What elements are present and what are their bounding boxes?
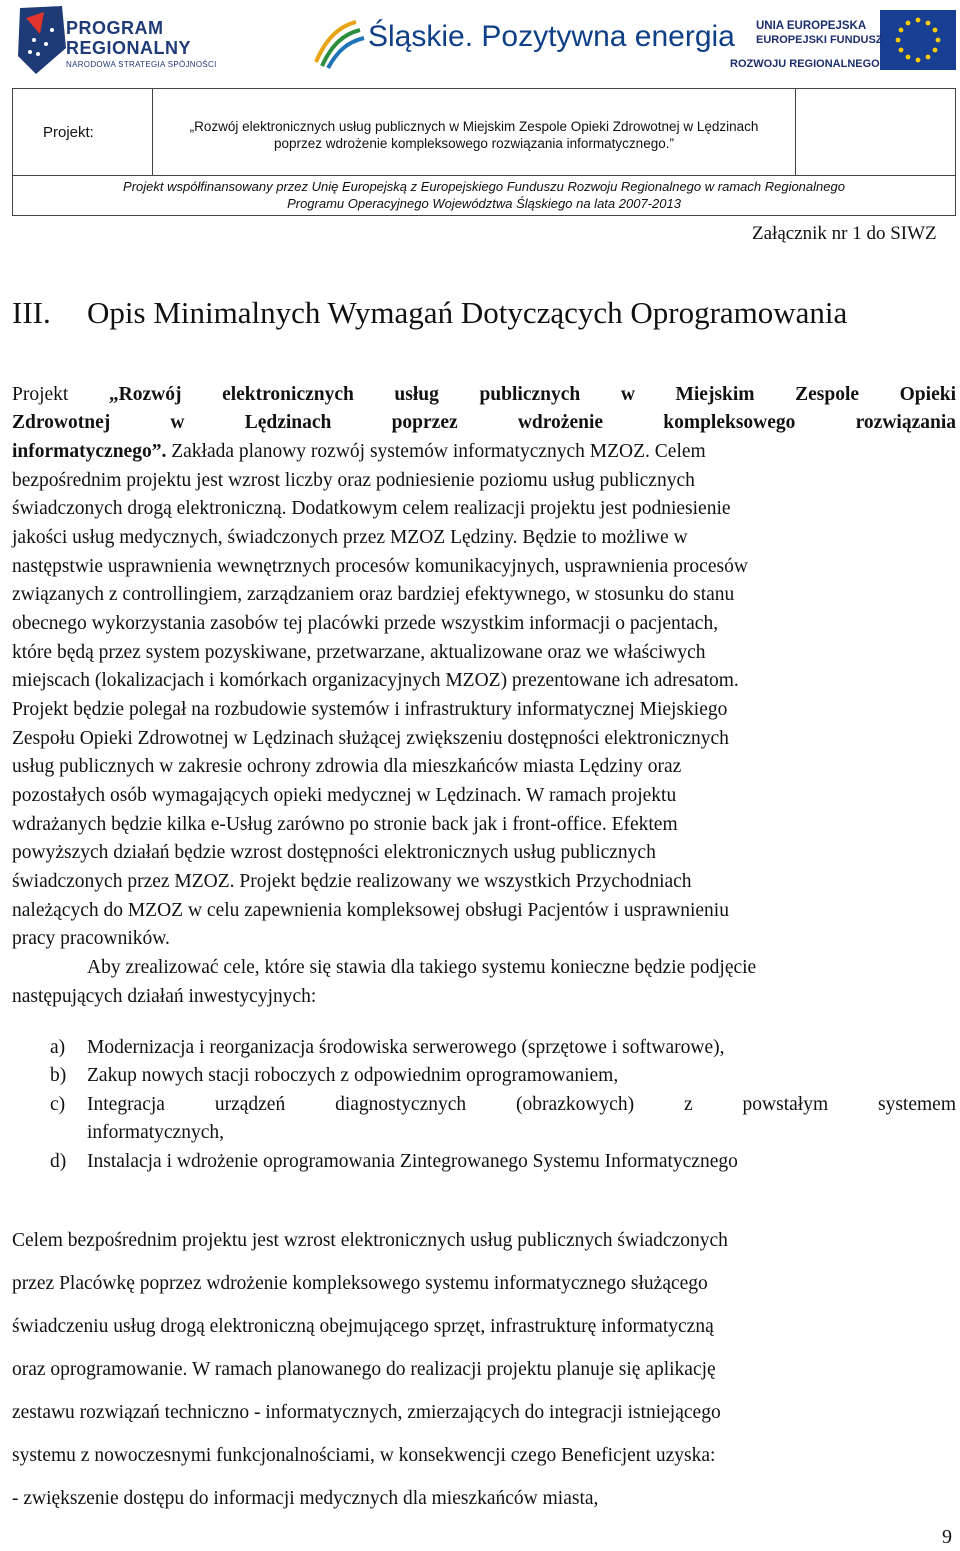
attachment-label: Załącznik nr 1 do SIWZ xyxy=(752,223,937,244)
paragraph-line: następujących działań inwestycyjnych: xyxy=(12,986,317,1007)
intro-line xyxy=(12,412,956,434)
intro-bold-title: „Rozwój elektronicznych usług publicznych w Miejskim Zespole Opieki xyxy=(108,384,956,405)
paragraph-line: systemu z nowoczesnymi funkcjonalnościami, w konsekwencji czego Beneficjent uzyska: xyxy=(12,1445,716,1466)
intro-prefix: Projekt xyxy=(12,384,109,405)
paragraph-line: Projekt będzie polegał na rozbudowie systemów i infrastruktury informatycznej Miejskiego xyxy=(12,699,728,720)
section-number: III. xyxy=(12,295,51,330)
paragraph-line: bezpośrednim projektu jest wzrost liczby oraz podniesienie poziomu usług publicznych xyxy=(12,470,695,491)
list-marker: c) xyxy=(50,1094,66,1115)
intro-bold-title: informatycznego”. xyxy=(12,441,167,462)
paragraph-line: powyższych działań będzie wzrost dostępności elektronicznych usług publicznych xyxy=(12,842,656,863)
intro-line xyxy=(12,384,956,406)
cofinancing-line1: Projekt współfinansowany przez Unię Europejską z Europejskiego Funduszu Rozwoju Regionalnego w ramach Regionalnego xyxy=(123,179,845,194)
list-item: Integracja urządzeń diagnostycznych (obrazkowych) z powstałym systemem xyxy=(87,1094,956,1115)
paragraph-line: Celem bezpośrednim projektu jest wzrost elektronicznych usług publicznych świadczonych xyxy=(12,1230,728,1251)
list-item: Modernizacja i reorganizacja środowiska serwerowego (sprzętowe i softwarowe), xyxy=(87,1037,725,1058)
eu-logo-line3: ROZWOJU REGIONALNEGO xyxy=(730,58,880,70)
list-item-continuation: informatycznych, xyxy=(87,1122,224,1143)
list-marker: a) xyxy=(50,1037,66,1058)
paragraph-line: zestawu rozwiązań techniczno - informatycznych, zmierzających do integracji istniejącego xyxy=(12,1402,721,1423)
paragraph-line: następstwie usprawnienia wewnętrznych procesów komunikacyjnych, usprawnienia procesów xyxy=(12,556,748,577)
logo-strip xyxy=(0,0,960,84)
paragraph-line: związanych z controllingiem, zarządzaniem oraz bardziej efektywnego, w stosunku do stanu xyxy=(12,584,735,605)
header-row-cofinancing xyxy=(13,175,955,215)
header-label-cell xyxy=(13,89,153,175)
intro-bold-title: Zdrowotnej w Lędzinach poprzez wdrożenie kompleksowego rozwiązania xyxy=(12,412,956,433)
project-header-table xyxy=(12,88,956,216)
cofinancing-line2: Programu Operacyjnego Województwa Śląskiego na lata 2007-2013 xyxy=(287,196,681,211)
paragraph-line: usług publicznych w zakresie ochrony zdrowia dla mieszkańców miasta Lędziny oraz xyxy=(12,756,682,777)
header-project-cell xyxy=(153,89,796,175)
paragraph-line: które będą przez system pozyskiwane, przetwarzane, aktualizowane oraz we właściwych xyxy=(12,642,706,663)
header-project-line1: „Rozwój elektronicznych usług publicznych w Miejskim Zespole Opieki Zdrowotnej w Lędzinach xyxy=(189,119,759,134)
paragraph-line: wdrażanych będzie kilka e-Usług zarówno po stronie back jak i front-office. Efektem xyxy=(12,814,678,835)
paragraph-line: świadczonych drogą elektroniczną. Dodatkowym celem realizacji projektu jest podniesienie xyxy=(12,498,731,519)
paragraph-line: obecnego wykorzystania zasobów tej placówki przede wszystkim informacji o pacjentach, xyxy=(12,613,719,634)
paragraph-line: świadczeniu usług drogą elektroniczną obejmującego sprzęt, infrastrukturę informatyczną xyxy=(12,1316,714,1337)
slaskie-slogan: Śląskie. Pozytywna energia xyxy=(368,20,735,53)
paragraph-line: świadczonych przez MZOZ. Projekt będzie realizowany we wszystkich Przychodniach xyxy=(12,871,692,892)
paragraph-line: przez Placówkę poprzez wdrożenie kompleksowego systemu informatycznego służącego xyxy=(12,1273,708,1294)
paragraph-line: miejscach (lokalizacjach i komórkach organizacyjnych MZOZ) prezentowane ich adresatom. xyxy=(12,670,739,691)
paragraph-line: pozostałych osób wymagających opieki medycznej w Lędzinach. W ramach projektu xyxy=(12,785,677,806)
program-regionalny-line3: NARODOWA STRATEGIA SPÓJNOŚCI xyxy=(66,60,217,69)
page-number: 9 xyxy=(942,1526,952,1548)
header-label: Projekt: xyxy=(43,124,94,141)
section-title: Opis Minimalnych Wymagań Dotyczących Oprogramowania xyxy=(87,295,848,330)
program-regionalny-line2: REGIONALNY xyxy=(66,38,192,58)
paragraph-line: - zwiększenie dostępu do informacji medycznych dla mieszkańców miasta, xyxy=(12,1488,599,1509)
paragraph-line: oraz oprogramowanie. W ramach planowanego do realizacji projektu planuje się aplikację xyxy=(12,1359,716,1380)
header-row-project xyxy=(13,89,955,176)
header-project-line2: poprzez wdrożenie kompleksowego rozwiązania informatycznego.” xyxy=(274,136,674,151)
intro-line xyxy=(12,441,706,463)
eu-logo-line2: EUROPEJSKI FUNDUSZ xyxy=(756,34,883,46)
paragraph-line: jakości usług medycznych, świadczonych przez MZOZ Lędziny. Będzie to możliwe w xyxy=(12,527,688,548)
intro-text: Zakłada planowy rozwój systemów informatycznych MZOZ. Celem xyxy=(166,441,706,462)
paragraph-line: Aby zrealizować cele, które się stawia dla takiego systemu konieczne będzie podjęcie xyxy=(87,957,757,978)
paragraph-line: należących do MZOZ w celu zapewnienia kompleksowej obsługi Pacjentów i usprawnieniu xyxy=(12,900,729,921)
eu-logo-line1: UNIA EUROPEJSKA xyxy=(756,20,867,32)
paragraph-line: pracy pracowników. xyxy=(12,928,170,949)
list-marker: b) xyxy=(50,1065,67,1086)
program-regionalny-line1: PROGRAM xyxy=(66,18,164,38)
list-marker: d) xyxy=(50,1151,67,1172)
paragraph-line: Zespołu Opieki Zdrowotnej w Lędzinach służącej zwiększeniu dostępności elektronicznych xyxy=(12,728,729,749)
list-item: Instalacja i wdrożenie oprogramowania Zintegrowanego Systemu Informatycznego xyxy=(87,1151,738,1172)
list-item: Zakup nowych stacji roboczych z odpowiednim oprogramowaniem, xyxy=(87,1065,619,1086)
